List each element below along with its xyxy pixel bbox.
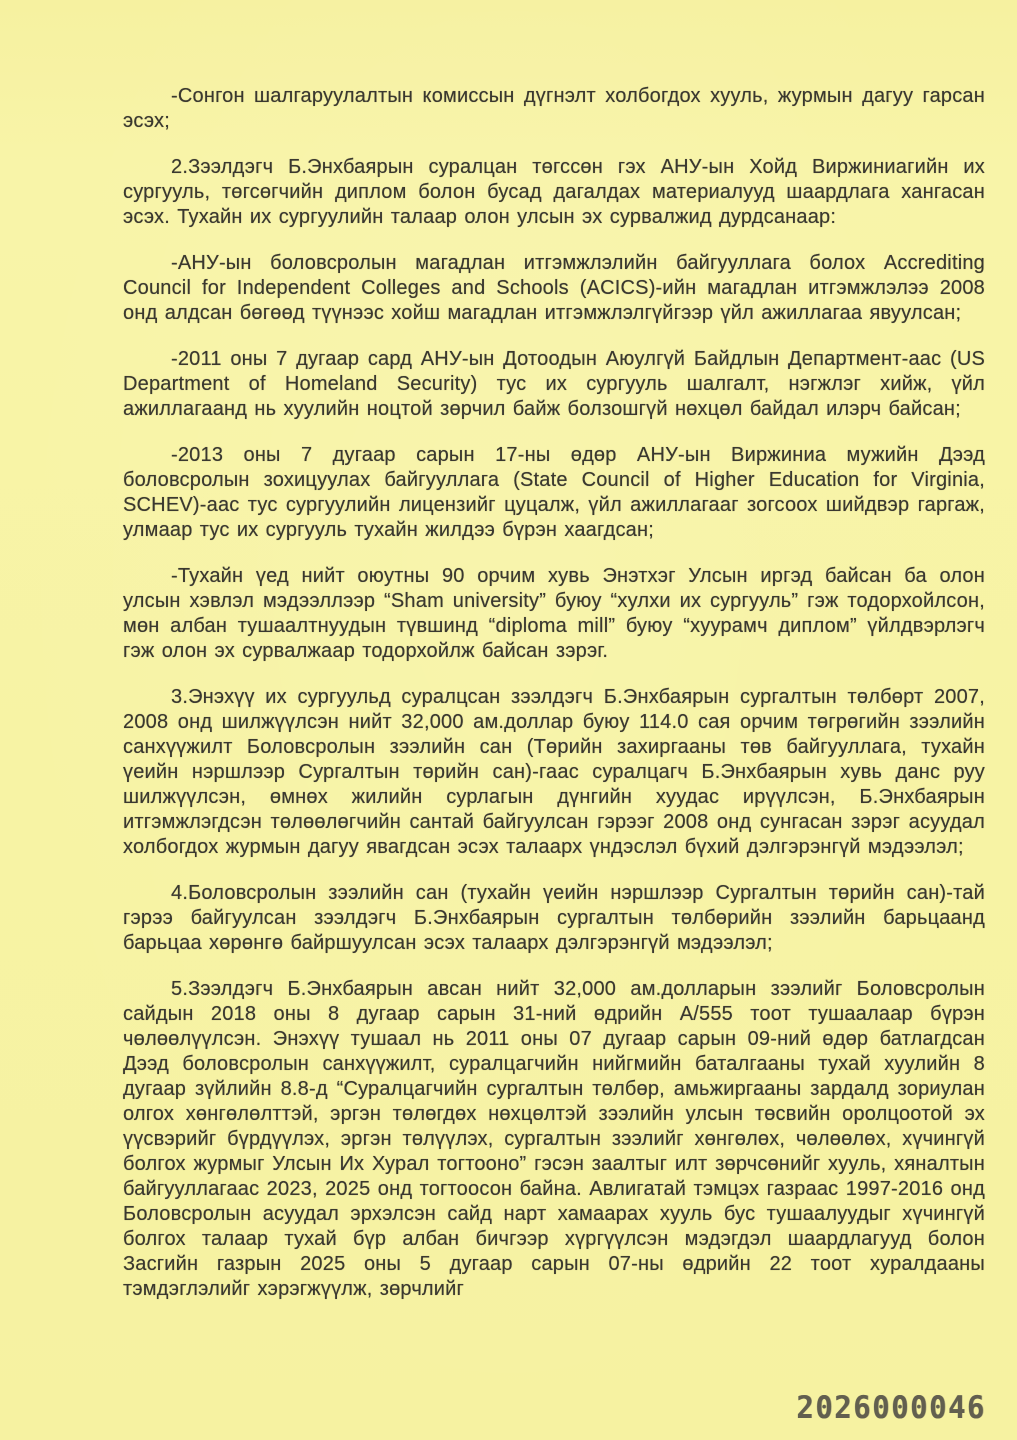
paragraph-selection-commission: -Сонгон шалгаруулалтын комиссын дүгнэлт холбогдох хууль, журмын дагуу гарсан эсэх; — [123, 85, 985, 132]
paragraph-sham-university: -Тухайн үед нийт оюутны 90 орчим хувь Энэтхэг Улсын иргэд байсан ба олон улсын хэвлэл мэдээллээр “Sham university” буюу “хулхи их сургууль” гэж тодорхойлсон, мөн албан тушаалтнуудын түвшинд “diploma mill” буюу “хуурамч диплом” үйлдвэрлэгч гэж олон эх сурвалжаар тодорхойлж байсан зэрэг. — [123, 565, 985, 662]
document-body — [123, 84, 985, 1323]
paragraph-item-5-loan-release: 5.Зээлдэгч Б.Энхбаярын авсан нийт 32,000 ам.долларын зээлийг Боловсролын сайдын 2018 оны 8 дугаар сарын 31-ний өдрийн А/555 тоот тушаалаар бүрэн чөлөөлүүлсэн. Энэхүү тушаал нь 2011 оны 07 дугаар сарын 09-ний өдөр батлагдсан Дээд боловсролын санхүүжилт, суралцагчийн нийгмийн баталгааны тухай хуулийн 8 дугаар зүйлийн 8.8-д “Суралцагчийн сургалтын төлбөр, амьжиргааны зардалд зориулан олгох хөнгөлөлттэй, эргэн төлөгдөх нөхцөлтэй зээлийн улсын төсвийн оролцоотой эх үүсвэрийг бүрдүүлэх, эргэн төлүүлэх, сургалтын зээлийг хөнгөлөх, чөлөөлөх, хүчингүй болгох журмыг Улсын Их Хурал тогтооно” гэсэн заалтыг илт зөрчсөнийг хууль, хяналтын байгууллагаас 2023, 2025 онд тогтоосон байна. Авлигатай тэмцэх газраас 1997-2016 онд Боловсролын асуудал эрхэлсэн сайд нарт хамаарах хууль бус тушаалуудыг хүчингүй болгох талаар тухай бүр албан бичгээр хүргүүлсэн мэдэгдэл шаардлагууд болон Засгийн газрын 2025 оны 5 дугаар сарын 07-ны өдрийн 22 тоот хуралдааны тэмдэглэлийг хэрэгжүүлж, зөрчлийг — [123, 978, 985, 1300]
document-registration-stamp-number: 2026000046 — [796, 1388, 986, 1426]
paragraph-item-3-loan-transfer: 3.Энэхүү их сургуульд суралцсан зээлдэгч Б.Энхбаярын сургалтын төлбөрт 2007, 2008 онд шилжүүлсэн нийт 32,000 ам.доллар буюу 114.0 сая орчим төгрөгийн зээлийн санхүүжилт Боловсролын зээлийн сан (Төрийн захиргааны төв байгууллага, тухайн үеийн нэршлээр Сургалтын төрийн сан)-гаас суралцагч Б.Энхбаярын хувь данс руу шилжүүлсэн, өмнөх жилийн сурлагын дүнгийн хуудас ирүүлсэн, Б.Энхбаярын итгэмжлэгдсэн төлөөлөгчийн сантай байгуулсан гэрээг 2008 онд сунгасан зэрэг асуудал холбогдох журмын дагуу явагдсан эсэх талаарх үндэслэл бүхий дэлгэрэнгүй мэдээлэл; — [123, 686, 985, 858]
paragraph-homeland-security: -2011 оны 7 дугаар сард АНУ-ын Дотоодын Аюулгүй Байдлын Департмент-аас (US Department of Homeland Security) тус их сургууль шалгалт, нэгжлэг хийж, үйл ажиллагаанд нь хуулийн ноцтой зөрчил байж болзошгүй нөхцөл байдал илэрч байсан; — [123, 348, 985, 420]
paragraph-item-2-university: 2.Зээлдэгч Б.Энхбаярын суралцан төгссөн гэх АНУ-ын Хойд Виржиниагийн их сургууль, төгсөгчийн диплом болон бусад дагалдах материалууд шаардлага хангасан эсэх. Тухайн их сургуулийн талаар олон улсын эх сурвалжид дурдсанаар: — [123, 156, 985, 228]
paragraph-accreditation: -АНУ-ын боловсролын магадлан итгэмжлэлийн байгууллага болох Accrediting Council for Independent Colleges and Schools (ACICS)-ийн магадлан итгэмжлэлээ 2008 онд алдсан бөгөөд түүнээс хойш магадлан итгэмжлэлгүйгээр үйл ажиллагаа явуулсан; — [123, 252, 985, 324]
paragraph-schev-closure: -2013 оны 7 дугаар сарын 17-ны өдөр АНУ-ын Виржиниа мужийн Дээд боловсролын зохицуулах байгууллага (State Council of Higher Education for Virginia, SCHEV)-аас тус сургуулийн лицензийг цуцалж, үйл ажиллагааг зогсоох шийдвэр гаргаж, улмаар тус их сургууль тухайн жилдээ бүрэн хаагдсан; — [123, 444, 985, 541]
paragraph-item-4-collateral: 4.Боловсролын зээлийн сан (тухайн үеийн нэршлээр Сургалтын төрийн сан)-тай гэрээ байгуулсан зээлдэгч Б.Энхбаярын сургалтын төлбөрийн зээлийн барьцаанд барьцаа хөрөнгө байршуулсан эсэх талаарх дэлгэрэнгүй мэдээлэл; — [123, 882, 985, 954]
